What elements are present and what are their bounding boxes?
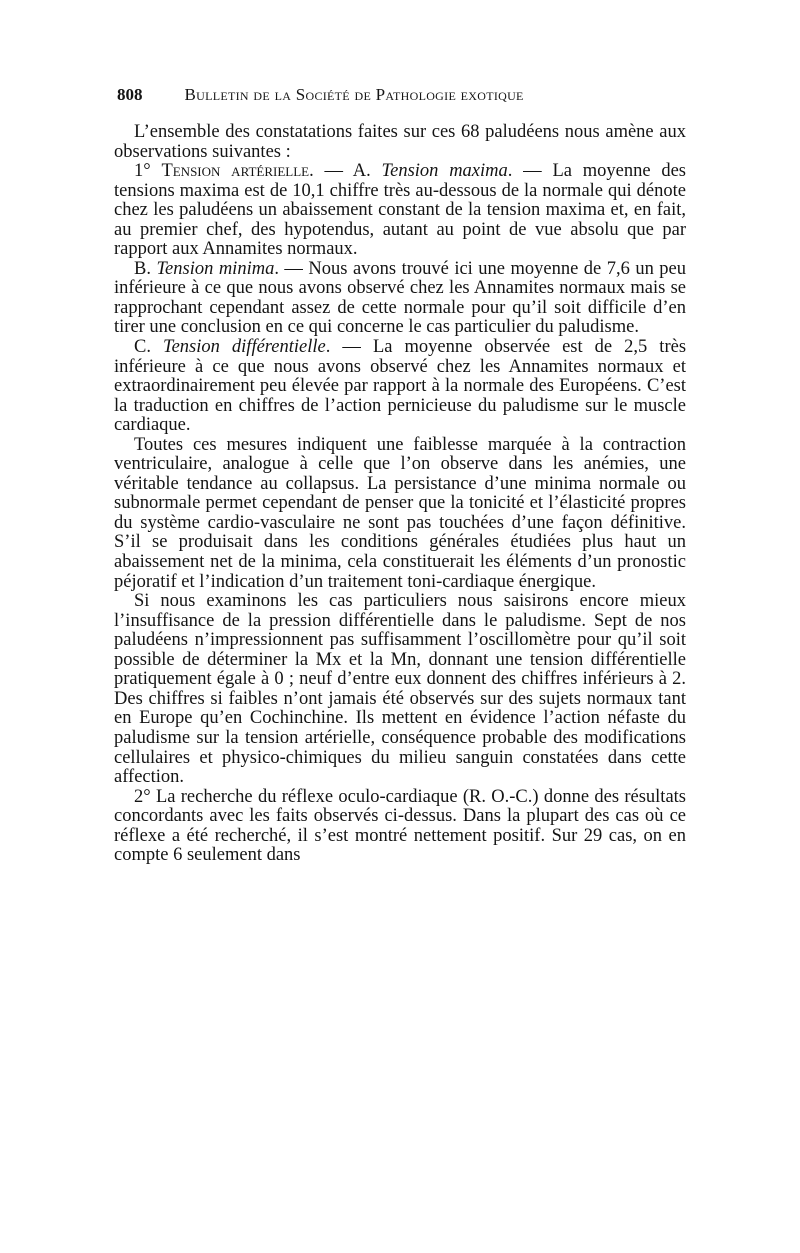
paragraph-tension-differentielle <box>114 338 686 436</box>
subsection-letter: A. <box>352 161 382 182</box>
heading-separator: . — <box>309 161 353 182</box>
paragraph-intro <box>114 123 686 162</box>
section-heading: Tension artérielle <box>161 161 310 182</box>
subsection-letter: B. <box>134 258 157 279</box>
subsection-title: Tension maxima <box>381 161 508 182</box>
paragraph-mesures <box>114 436 686 592</box>
subsection-letter: C. <box>134 337 163 358</box>
paragraph-text: La recherche du réflexe oculo-cardiaque (R. O.-C.) donne des résultats concordants avec les faits observés ci-dessus. Dans la plupart des cas où ce réflexe a été recherché, il s’est montré nettement positif. Sur 29 cas, on en compte 6 seulement dans <box>114 786 686 866</box>
paragraph-text: Toutes ces mesures indiquent une faiblesse marquée à la contraction ventriculaire, analogue à celle que l’on observe dans les anémies, une véritable tendance au collapsus. La persistance d’une minima normale ou subnormale permet cependant de penser que la tonicité et l’élasticité propres du système cardio-vasculaire ne sont pas touchées d’une façon définitive. S’il se produisait dans les conditions générales étudiées plus haut un abaissement net de la minima, cela constituerait les éléments d’un pronostic péjoratif et l’indication d’un traitement toni-cardiaque énergique. <box>114 434 686 592</box>
section-number: 2° <box>134 786 156 807</box>
journal-title: Bulletin de la Société de Pathologie exotique <box>184 85 524 104</box>
paragraph-text: La moyenne observée est de 2,5 très inférieure à ce que nous avons observé chez les Annamites normaux et extraordinairement peu élevée par rapport à la normale des Européens. C’est la traduction en chiffres de l’action pernicieuse du paludisme sur le muscle cardiaque. <box>114 337 687 436</box>
paragraph-tension-minima <box>114 260 686 338</box>
page-number: 808 <box>117 85 143 104</box>
subsection-title: Tension différentielle <box>163 337 326 358</box>
paragraph-text: L’ensemble des constatations faites sur ces 68 paludéens nous amène aux observations suivantes : <box>114 122 686 162</box>
paragraph-reflexe <box>114 788 686 866</box>
paragraph-text: La moyenne des tensions maxima est de 10,1 chiffre très au-dessous de la normale qui dénote chez les paludéens un abaissement constant de la tension maxima et, en fait, au premier chef, des hypotendus, autant au point de vue absolu que par rapport aux Annamites normaux. <box>114 161 687 260</box>
running-head <box>117 84 687 106</box>
body-text <box>114 123 686 866</box>
subsection-separator: . — <box>325 337 373 358</box>
paragraph-text: Nous avons trouvé ici une moyenne de 7,6 un peu inférieure à ce que nous avons observé chez les Annamites normaux mais se rapprochant cependant assez de cette normale pour qu’il soit difficile d’en tirer une conclusion en ce qui concerne le cas particulier du paludisme. <box>114 258 687 338</box>
section-number: 1° <box>134 161 162 182</box>
subsection-title: Tension minima <box>156 258 275 279</box>
paragraph-tension-maxima <box>114 162 686 260</box>
paragraph-cas-particuliers <box>114 592 686 787</box>
subsection-separator: . — <box>274 258 309 279</box>
paragraph-text: Si nous examinons les cas particuliers nous saisirons encore mieux l’insuffisance de la pression différentielle dans le paludisme. Sept de nos paludéens n’impressionnent pas suffisamment l’oscillomètre pour qu’il soit possible de déterminer la Mx et la Mn, donnant une tension différentielle pratiquement égale à 0 ; neuf d’entre eux donnent des chiffres inférieurs à 2. Des chiffres si faibles n’ont jamais été observés sur des sujets normaux tant en Europe qu’en Cochinchine. Ils mettent en évidence l’action néfaste du paludisme sur la tension artérielle, conséquence probable des modifications cellulaires et physico-chimiques du milieu sanguin constatées dans cette affection. <box>114 591 686 788</box>
subsection-separator: . — <box>507 161 553 182</box>
